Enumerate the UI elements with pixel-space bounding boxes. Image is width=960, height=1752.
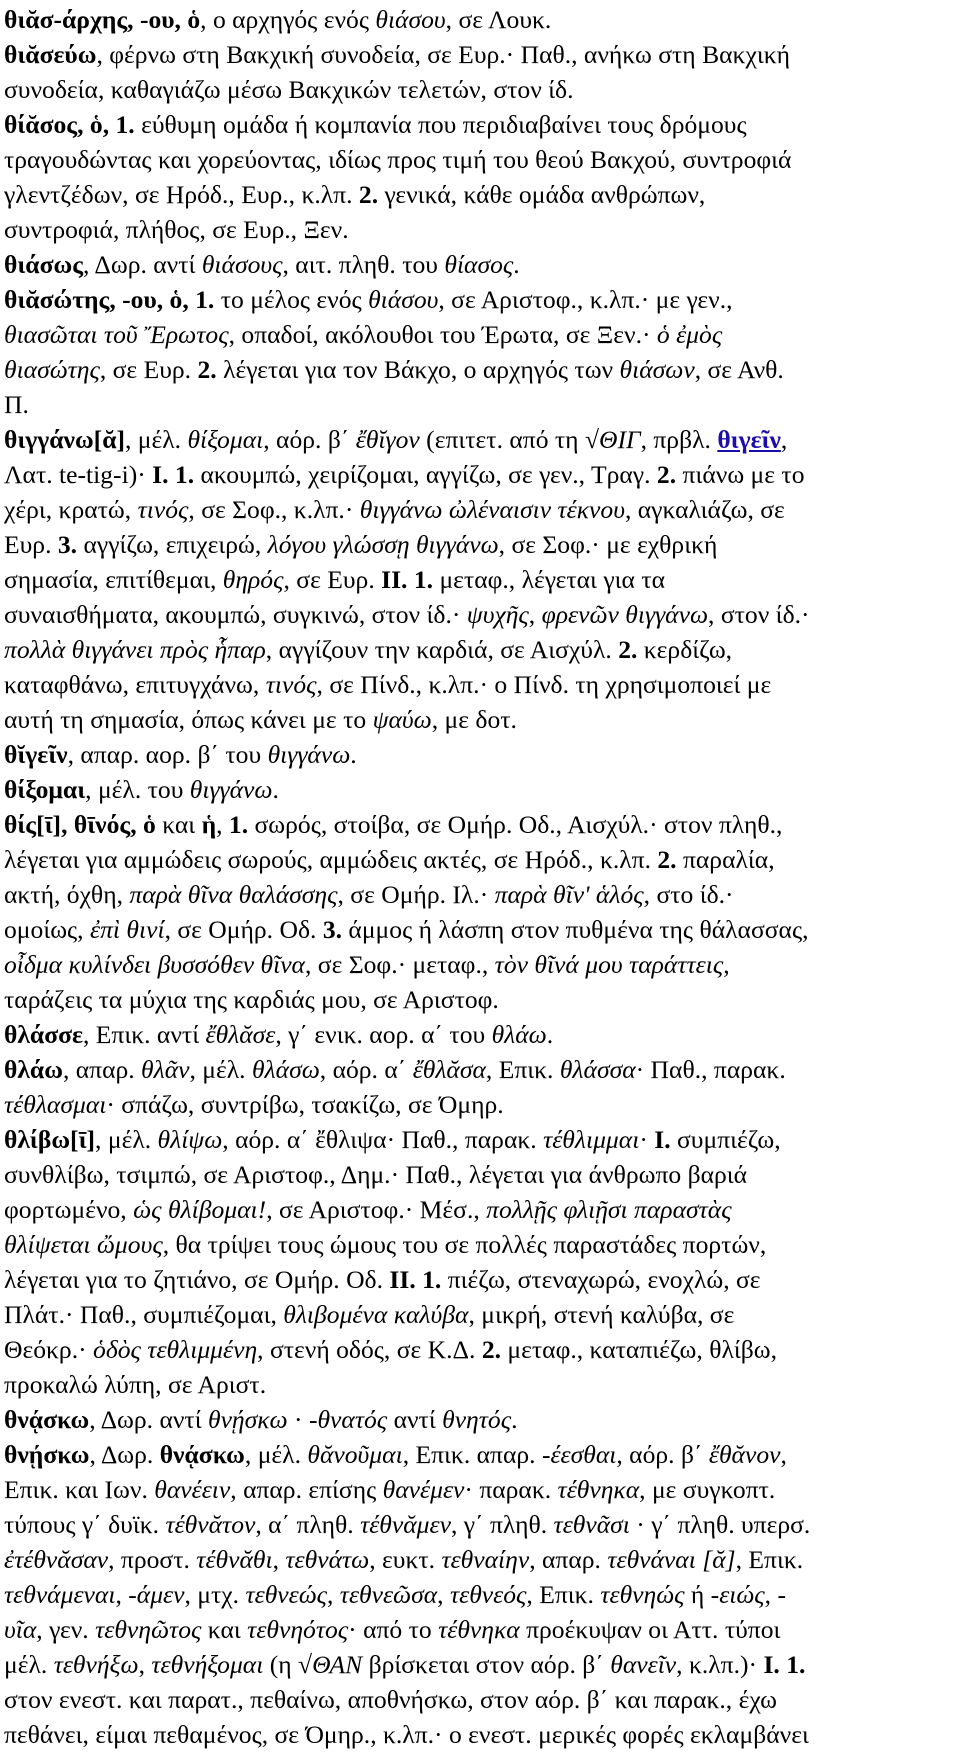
text-run: , σε Αριστοφ.· Μέσ., — [266, 1195, 487, 1224]
italic-term: ὁδὸς τεθλιμμένη — [93, 1335, 258, 1364]
text-run: Π. — [4, 390, 29, 419]
text-line — [4, 1332, 956, 1367]
headword: θίξομαι — [4, 775, 86, 804]
text-run: , σε Πίνδ., κ.λπ.· ο Πίνδ. τη χρησιμοποιεί με — [316, 670, 772, 699]
italic-term: θίασος — [444, 250, 514, 279]
italic-term: ἐτέθνᾰσαν — [4, 1545, 109, 1574]
text-line — [4, 1647, 956, 1682]
italic-term: ψυχῆς — [466, 600, 529, 629]
text-line — [4, 562, 956, 597]
text-run: , Δωρ. αντί — [83, 250, 202, 279]
text-line — [4, 387, 956, 422]
italic-term: ἔθλᾰσε — [205, 1020, 276, 1049]
italic-term: λόγου γλώσσῃ θιγγάνω — [267, 530, 499, 559]
italic-term: πολλῇς φλιῇσι παραστὰς — [486, 1195, 732, 1224]
text-run: , μέλ. — [95, 1125, 158, 1154]
headword: II. 1. — [389, 1265, 442, 1294]
italic-term: θιάσους — [201, 250, 283, 279]
text-run: , — [437, 1580, 450, 1609]
italic-term: -θνατός — [308, 1405, 388, 1434]
text-line — [4, 597, 956, 632]
italic-term: θιάσου — [375, 5, 446, 34]
italic-term: -έεσθαι — [541, 1440, 617, 1469]
italic-term: τεθνάναι [ᾰ] — [607, 1545, 736, 1574]
italic-term: -ειώς — [710, 1580, 765, 1609]
text-line — [4, 142, 956, 177]
italic-term: θλᾶν — [141, 1055, 190, 1084]
text-run: Θεόκρ.· — [4, 1335, 94, 1364]
text-run: , μέλ. — [125, 425, 188, 454]
text-run: γενικά, κάθε ομάδα ανθρώπων, — [378, 180, 706, 209]
italic-term: -άμεν — [128, 1580, 185, 1609]
text-run: , στενή οδός, σε Κ.Δ. — [257, 1335, 482, 1364]
headword: θλίβω[ῑ] — [4, 1125, 96, 1154]
text-line — [4, 1017, 956, 1052]
text-run: , με δοτ. — [431, 705, 517, 734]
text-run: · γ΄ πληθ. υπερσ. — [629, 1510, 811, 1539]
text-run: , σε Ομήρ. Ιλ.· — [337, 880, 495, 909]
text-line — [4, 877, 956, 912]
text-run: το μέλος ενός — [214, 285, 369, 314]
text-run: , Δωρ. — [89, 1440, 160, 1469]
text-run: . — [511, 1405, 518, 1434]
text-run: χέρι, κρατώ, — [4, 495, 138, 524]
text-run: ακτή, όχθη, — [4, 880, 130, 909]
headword: II. 1. — [381, 565, 434, 594]
text-run: , αόρ. α΄ — [319, 1055, 413, 1084]
text-run: , φέρνω στη Βακχική συνοδεία, σε Ευρ.· Παθ., ανήκω στη Βακχική — [96, 40, 790, 69]
text-line — [4, 667, 956, 702]
text-run: , αόρ. β΄ — [263, 425, 356, 454]
headword: 2. — [358, 180, 379, 209]
text-run: , — [216, 810, 229, 839]
text-line — [4, 2, 956, 37]
text-run: , στο ίδ.· — [643, 880, 734, 909]
text-line — [4, 317, 956, 352]
text-run: , — [780, 1440, 787, 1469]
headword: 2. — [618, 635, 638, 664]
italic-term: θιγγάνω — [267, 740, 351, 769]
text-run: συμπιέζω, — [670, 1125, 781, 1154]
text-line — [4, 1157, 956, 1192]
text-run: , — [138, 1650, 152, 1679]
text-run: αντί — [387, 1405, 443, 1434]
text-run: , αγκαλιάζω, σε — [624, 495, 785, 524]
text-run: , - — [764, 1580, 786, 1609]
text-run: , Επικ. — [526, 1580, 601, 1609]
italic-term: τέθνᾰτον — [165, 1510, 256, 1539]
text-line — [4, 807, 956, 842]
text-run: , προστ. — [108, 1545, 197, 1574]
text-run: μέλ. — [4, 1650, 54, 1679]
headword: 1. — [228, 810, 249, 839]
text-run: προκαλώ λύπη, σε Αριστ. — [4, 1370, 267, 1399]
text-line — [4, 282, 956, 317]
text-run: , Επικ. απαρ. — [402, 1440, 542, 1469]
text-line — [4, 912, 956, 947]
text-run: ταράζεις τα μύχια της καρδιάς μου, σε Αριστοφ. — [4, 985, 499, 1014]
text-run: · από το — [348, 1615, 439, 1644]
text-run: πεθάνει, είμαι πεθαμένος, σε Όμηρ., κ.λπ.· ο ενεστ. μερικές φορές εκλαμβάνει — [4, 1720, 809, 1749]
text-run: (η √ — [263, 1650, 313, 1679]
italic-term: ΘΑΝ — [312, 1650, 363, 1679]
italic-term: θιάσων — [619, 355, 695, 384]
text-line — [4, 772, 956, 807]
text-run: , σε Ομήρ. Οδ. — [164, 915, 323, 944]
text-run: · — [639, 1125, 655, 1154]
headword: 3. — [322, 915, 343, 944]
text-run: λέγεται για το ζητιάνο, σε Ομήρ. Οδ. — [4, 1265, 390, 1294]
text-run: , με συγκοπτ. — [639, 1475, 776, 1504]
headword: θίς[ῑ], θῑνός, ὁ — [4, 810, 156, 839]
text-line — [4, 37, 956, 72]
text-run: Επικ. και Ιων. — [4, 1475, 155, 1504]
headword: 2. — [657, 845, 677, 874]
text-run: , θα τρίψει τους ώμους του σε πολλές παραστάδες πορτών, — [162, 1230, 767, 1259]
text-line — [4, 947, 956, 982]
text-run: συντροφιά, πλήθος, σε Ευρ., Ξεν. — [4, 215, 349, 244]
text-run: πιέζω, στεναχωρώ, ενοχλώ, σε — [441, 1265, 761, 1294]
text-run: άμμος ή λάσπη στον πυθμένα της θάλασσας, — [342, 915, 809, 944]
text-line — [4, 1577, 956, 1612]
italic-term: τεθνᾶσι — [553, 1510, 630, 1539]
text-line — [4, 1297, 956, 1332]
text-run: , — [272, 1545, 286, 1574]
text-run: , μέλ. — [244, 1440, 308, 1469]
text-run: βρίσκεται στον αόρ. β΄ — [362, 1650, 611, 1679]
text-line — [4, 352, 956, 387]
text-run: , σε Αριστοφ., κ.λπ.· με γεν., — [438, 285, 733, 314]
text-run: , απαρ. επίσης — [230, 1475, 383, 1504]
italic-term: τεθνάμεναι — [4, 1580, 116, 1609]
headword: θνῄσκω — [4, 1440, 90, 1469]
headword: ἡ — [201, 810, 217, 839]
italic-term: θᾰνοῦμαι — [307, 1440, 403, 1469]
italic-term: πολλὰ θιγγάνει πρὸς ἧπαρ — [4, 635, 266, 664]
text-line — [4, 1437, 956, 1472]
headword: I. 1. — [763, 1650, 806, 1679]
italic-term: φρενῶν θιγγάνω — [541, 600, 709, 629]
text-run: , μέλ. — [189, 1055, 252, 1084]
text-run: καταφθάνω, επιτυγχάνω, — [4, 670, 266, 699]
text-run: , — [528, 600, 542, 629]
headword: θλάω — [4, 1055, 63, 1084]
text-run: και — [155, 810, 202, 839]
text-run: · παρακ. — [464, 1475, 558, 1504]
italic-term: τέθνηκα — [438, 1615, 520, 1644]
text-run: κερδίζω, — [637, 635, 733, 664]
headword: θιάσως — [4, 250, 84, 279]
text-run: στον ενεστ. και παρατ., πεθαίνω, αποθνήσκω, στον αόρ. β΄ και παρακ., έχω — [4, 1685, 777, 1714]
text-run: , — [326, 1580, 340, 1609]
text-run: Πλάτ.· Παθ., συμπιέζομαι, — [4, 1300, 284, 1329]
text-run: , — [115, 1580, 129, 1609]
italic-term: ὡς θλίβομαι! — [133, 1195, 267, 1224]
text-run: , σε Σοφ.· μεταφ., — [305, 950, 495, 979]
italic-term: θηρός — [222, 565, 284, 594]
text-run: , απαρ. — [529, 1545, 608, 1574]
italic-term: τέθλασμαι — [4, 1090, 107, 1119]
text-run: ομοίως, — [4, 915, 90, 944]
headword: θῐγεῖν — [4, 740, 68, 769]
text-run: αυτή τη σημασία, όπως κάνει με το — [4, 705, 373, 734]
text-run: συναισθήματα, ακουμπώ, συγκινώ, στον ίδ.· — [4, 600, 467, 629]
italic-term: θιγγάνω — [189, 775, 273, 804]
text-line — [4, 1612, 956, 1647]
text-run: . — [272, 775, 279, 804]
text-run: , στον ίδ.· — [708, 600, 810, 629]
text-run: , Επικ. — [485, 1055, 560, 1084]
text-run: αγγίζω, επιχειρώ, — [77, 530, 268, 559]
headword: θιᾰσώτης, -ου, ὁ, 1. — [4, 285, 215, 314]
text-line — [4, 842, 956, 877]
text-line — [4, 492, 956, 527]
text-line — [4, 702, 956, 737]
text-line — [4, 982, 956, 1017]
italic-term: τέθνᾰμεν — [360, 1510, 451, 1539]
headword: I. — [654, 1125, 671, 1154]
text-line — [4, 1717, 956, 1752]
text-run: (επιτετ. από τη √ — [419, 425, 600, 454]
headword: 2. — [656, 460, 677, 489]
italic-term: τεθνεῶσα — [339, 1580, 438, 1609]
headword: θιᾰσεύω — [4, 40, 97, 69]
italic-term: τεθνηότος — [247, 1615, 349, 1644]
italic-term: τέθνᾰθι — [196, 1545, 273, 1574]
text-run: , Επικ. αντί — [83, 1020, 206, 1049]
text-run: , αόρ. β΄ — [616, 1440, 709, 1469]
italic-term: τεθνεώς — [245, 1580, 327, 1609]
text-line — [4, 1122, 956, 1157]
italic-term: τεθνηώς — [600, 1580, 685, 1609]
italic-term: θλιβομένα καλύβα — [283, 1300, 469, 1329]
text-line — [4, 527, 956, 562]
text-run: μεταφ., λέγεται για τα — [433, 565, 666, 594]
text-run: , σε Ευρ. — [283, 565, 382, 594]
headword: θλάσσε — [4, 1020, 83, 1049]
italic-term: τὸν θῖνά μου ταράττεις — [494, 950, 724, 979]
text-run: Λατ. te-tig-i)· — [4, 460, 153, 489]
text-run: λέγεται για τον Βάκχο, ο αρχηγός των — [216, 355, 620, 384]
headword: θιγγάνω[ᾰ] — [4, 425, 125, 454]
text-run: , α΄ πληθ. — [255, 1510, 361, 1539]
italic-term: θνῄσκω — [208, 1405, 288, 1434]
headword: θιᾰσ-άρχης, -ου, ὁ — [4, 5, 201, 34]
italic-term: ἔθῐγον — [355, 425, 420, 454]
text-line — [4, 422, 956, 457]
text-run: , σε Σοφ., κ.λπ.· — [188, 495, 360, 524]
italic-term: θλίψεται ὤμους — [4, 1230, 163, 1259]
text-run: , απαρ. — [62, 1055, 142, 1084]
italic-term: ΘΙΓ — [599, 425, 641, 454]
text-run: παραλία, — [676, 845, 775, 874]
text-run: , — [723, 950, 730, 979]
italic-term: ἐπὶ θινί — [89, 915, 165, 944]
text-run: , αόρ. α΄ ἔθλιψα· Παθ., παρακ. — [222, 1125, 544, 1154]
text-run: , αγγίζουν την καρδιά, σε Αισχύλ. — [265, 635, 619, 664]
italic-term: τεθνηῶτος — [95, 1615, 202, 1644]
text-line — [4, 212, 956, 247]
text-line — [4, 1052, 956, 1087]
italic-term: τινός — [265, 670, 317, 699]
headword: I. 1. — [152, 460, 195, 489]
text-run: , σε Σοφ.· με εχθρική — [498, 530, 718, 559]
text-line — [4, 1507, 956, 1542]
text-run: , πρβλ. — [640, 425, 718, 454]
headword: θίᾰσος, ὁ, 1. — [4, 110, 135, 139]
italic-term: τινός — [137, 495, 189, 524]
italic-term: θνητός — [442, 1405, 512, 1434]
italic-term: παρὰ θῖν' ἁλός — [494, 880, 644, 909]
italic-term: θιάσου — [368, 285, 439, 314]
text-run: λέγεται για αμμώδεις σωρούς, αμμώδεις ακτές, σε Ηρόδ., κ.λπ. — [4, 845, 658, 874]
text-line — [4, 632, 956, 667]
text-line — [4, 1087, 956, 1122]
text-line — [4, 1402, 956, 1437]
text-run: φορτωμένο, — [4, 1195, 134, 1224]
text-run: , γ΄ πληθ. — [450, 1510, 554, 1539]
text-run: , Επικ. — [735, 1545, 804, 1574]
headword: 2. — [481, 1335, 502, 1364]
text-run: · σπάζω, συντρίβω, τσακίζω, σε Όμηρ. — [106, 1090, 504, 1119]
text-run: , μέλ. του — [85, 775, 190, 804]
text-line — [4, 177, 956, 212]
text-run: , μτχ. — [184, 1580, 246, 1609]
headword: θνᾴσκω — [4, 1405, 90, 1434]
italic-term: θιασώτης — [4, 355, 100, 384]
text-line — [4, 1472, 956, 1507]
text-run: , σε Ανθ. — [694, 355, 784, 384]
text-run: συνοδεία, καθαγιάζω μέσω Βακχικών τελετών, στον ίδ. — [4, 75, 574, 104]
text-line — [4, 1542, 956, 1577]
italic-term: ἔθᾰνον — [708, 1440, 781, 1469]
text-run: σημασία, επιτίθεμαι, — [4, 565, 223, 594]
text-run: , ο αρχηγός ενός — [200, 5, 376, 34]
italic-term: θίξομαι — [187, 425, 264, 454]
italic-term: θανέειν — [154, 1475, 231, 1504]
headword: θνᾴσκω — [159, 1440, 245, 1469]
text-line — [4, 1367, 956, 1402]
text-run: προέκυψαν οι Αττ. τύποι — [519, 1615, 781, 1644]
text-run: , σε Ευρ. — [99, 355, 198, 384]
italic-term: τεθνήξομαι — [151, 1650, 264, 1679]
text-run: σωρός, στοίβα, σε Ομήρ. Οδ., Αισχύλ.· στον πληθ., — [248, 810, 783, 839]
italic-term: θλάσω — [251, 1055, 320, 1084]
italic-term: παρὰ θῖνα θαλάσσης — [129, 880, 338, 909]
text-run: , κ.λπ.)· — [676, 1650, 764, 1679]
text-run: εύθυμη ομάδα ή κομπανία που περιδιαβαίνει τους δρόμους — [134, 110, 747, 139]
text-line — [4, 457, 956, 492]
text-run: μεταφ., καταπιέζω, θλίβω, — [501, 1335, 778, 1364]
italic-term: θλάσσα — [559, 1055, 636, 1084]
headword: 2. — [197, 355, 217, 384]
cross-reference-link[interactable]: θιγεῖν — [717, 425, 781, 454]
text-line — [4, 247, 956, 282]
text-line — [4, 1192, 956, 1227]
italic-term: τεθναίην — [441, 1545, 530, 1574]
italic-term: τεθνήξω — [53, 1650, 139, 1679]
text-run: · — [287, 1405, 309, 1434]
text-run: και — [201, 1615, 248, 1644]
text-run: τραγουδώντας και χορεύοντας, ιδίως προς τιμή του θεού Βακχού, συντροφιά — [4, 145, 792, 174]
text-line — [4, 1262, 956, 1297]
text-run: Ευρ. — [4, 530, 58, 559]
italic-term: υῖα — [4, 1615, 37, 1644]
text-run: , οπαδοί, ακόλουθοι του Έρωτα, σε Ξεν.· — [228, 320, 657, 349]
text-run: συνθλίβω, τσιμπώ, σε Αριστοφ., Δημ.· Παθ., λέγεται για άνθρωπο βαριά — [4, 1160, 748, 1189]
italic-term: τεθνάτω — [285, 1545, 370, 1574]
text-run: , αιτ. πληθ. του — [282, 250, 445, 279]
text-run: ακουμπώ, χειρίζομαι, αγγίζω, σε γεν., Τραγ. — [194, 460, 657, 489]
italic-term: θανεῖν — [610, 1650, 677, 1679]
text-line — [4, 1227, 956, 1262]
italic-term: θιασῶται τοῦ Ἔρωτος — [4, 320, 229, 349]
text-run: , μικρή, στενή καλύβα, σε — [468, 1300, 735, 1329]
text-run: τύπους γ΄ δυϊκ. — [4, 1510, 166, 1539]
text-run: . — [350, 740, 357, 769]
italic-term: θλίψω — [157, 1125, 223, 1154]
text-run: , Δωρ. αντί — [89, 1405, 208, 1434]
text-line — [4, 107, 956, 142]
text-run: πιάνω με το — [676, 460, 805, 489]
text-line — [4, 1682, 956, 1717]
italic-term: τεθνεός — [449, 1580, 527, 1609]
text-run: ή — [684, 1580, 711, 1609]
text-run: . — [513, 250, 520, 279]
italic-term: ὁ ἐμὸς — [656, 320, 723, 349]
text-run: , γεν. — [36, 1615, 96, 1644]
italic-term: τέθνηκα — [557, 1475, 640, 1504]
italic-term: οἶδμα κυλίνδει βυσσόθεν θῖνα — [4, 950, 305, 979]
dictionary-page — [4, 2, 956, 1752]
italic-term: τέθλιμμαι — [543, 1125, 640, 1154]
text-run: , — [780, 425, 788, 454]
text-run: , σε Λουκ. — [445, 5, 552, 34]
text-run: · Παθ., παρακ. — [635, 1055, 786, 1084]
italic-term: θλάω — [491, 1020, 547, 1049]
text-run: , ευκτ. — [369, 1545, 442, 1574]
text-run: . — [546, 1020, 554, 1049]
italic-term: ἔθλᾰσα — [412, 1055, 486, 1084]
italic-term: ψαύω — [372, 705, 432, 734]
italic-term: θιγγάνω ὠλέναισιν τέκνου — [359, 495, 625, 524]
text-line — [4, 72, 956, 107]
headword: 3. — [57, 530, 78, 559]
text-run: , γ΄ ενικ. αορ. α΄ του — [275, 1020, 492, 1049]
text-line — [4, 737, 956, 772]
text-run: γλεντζέδων, σε Ηρόδ., Ευρ., κ.λπ. — [4, 180, 359, 209]
text-run: , απαρ. αορ. β΄ του — [67, 740, 268, 769]
italic-term: θανέμεν — [382, 1475, 465, 1504]
